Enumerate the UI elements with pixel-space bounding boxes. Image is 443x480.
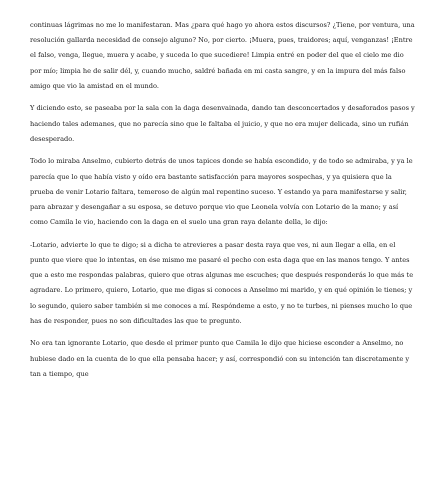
paragraph-1: continuas lágrimas no me lo manifestaran. Mas ¿para qué hago yo ahora estos discursos? ¿Tiene, por ventura, una resolución gallarda necesidad de consejo alguno? No, por cierto. ¡Muera, pues, traidores; aquí, venganzas! ¡Entre el falso, venga, llegue, muera y acabe, y suceda lo que sucediere! Limpia entré en poder del que el cielo me dio por mío; limpia he de salir dél, y, cuando mucho, saldré bañada en mi casta sangre, y en la impura del más falso amigo que vio la amistad en el mundo. — [30, 21, 415, 90]
paragraph-2: Y diciendo esto, se paseaba por la sala con la daga desenvainada, dando tan desconcertados y desaforados pasos y haciendo tales ademanes, que no parecía sino que le faltaba el juicio, y que no era mujer delicada, sino un rufián desesperado. — [30, 104, 415, 143]
paragraph-4: -Lotario, advierte lo que te digo; si a dicha te atrevieres a pasar desta raya que ves, ni aun llegar a ella, en el punto que viere que lo intentas, en ése mismo me pasaré el pecho con esta daga que en las manos tengo. Y antes que a esto me respondas palabras, quiero que otras algunas me escuches; que después responderás lo que más te agradare. Lo primero, quiero, Lotario, que me digas si conoces a Anselmo mi marido, y en qué opinión le tienes; y lo segundo, quiero saber también si me conoces a mí. Respóndeme a esto, y no te turbes, ni pienses mucho lo que has de responder, pues no son dificultades las que te pregunto. — [30, 240, 414, 325]
paragraph-3: Todo lo miraba Anselmo, cubierto detrás de unos tapices donde se había escondido, y de todo se admiraba, y ya le parecía que lo que había visto y oído era bastante satisfacción para mayores sospechas, y ya quisiera que la prueba de venir Lotario faltara, temeroso de algún mal repentino suceso. Y estando ya para manifestarse y salir, para abrazar y desengañar a su esposa, se detuvo porque vio que Leonela volvía con Lotario de la mano; y así como Camila le vio, haciendo con la daga en el suelo una gran raya delante della, le dijo: — [30, 157, 413, 227]
document-page — [30, 18, 415, 389]
paragraph-5: No era tan ignorante Lotario, que desde el primer punto que Camila le dijo que hiciese esconder a Anselmo, no hubiese dado en la cuenta de lo que ella pensaba hacer; y así, correspondió con su intención tan discretamente y tan a tiempo, que — [30, 339, 410, 378]
